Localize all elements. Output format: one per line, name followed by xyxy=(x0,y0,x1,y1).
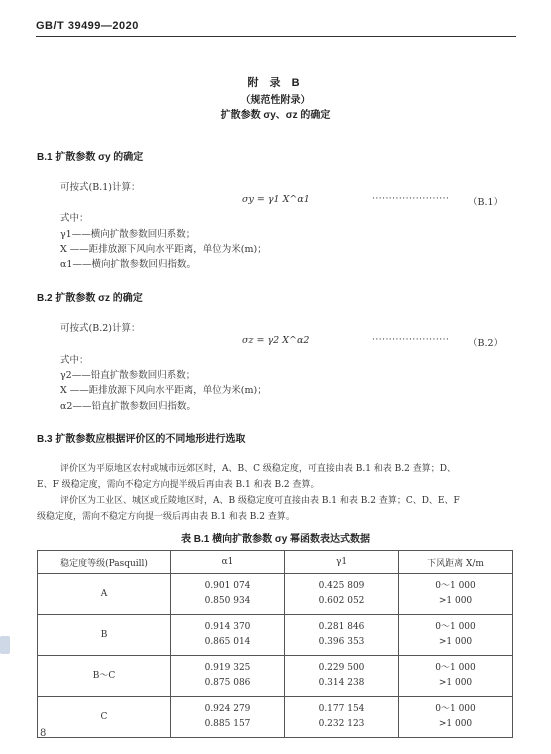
dispersion-parameter-table xyxy=(37,550,513,738)
cell-distance: 0～1 000 >1 000 xyxy=(399,656,513,697)
section-b1-def-x: X ——距排放源下风向水平距离，单位为米(m)； xyxy=(60,244,267,255)
cell-alpha: 0.914 370 0.865 014 xyxy=(171,615,285,656)
cell-grade: B xyxy=(38,615,171,656)
cell-gamma: 0.281 846 0.396 353 xyxy=(285,615,399,656)
cell-gamma: 0.425 809 0.602 052 xyxy=(285,574,399,615)
cell-alpha: 0.901 074 0.850 934 xyxy=(171,574,285,615)
section-b3-para2-line1: 评价区为工业区、城区或丘陵地区时，A、B 级稳定度可直接由表 B.1 和表 B.2 查算；C、D、E、F xyxy=(60,496,460,506)
section-b3-heading: B.3 扩散参数应根据评价区的不同地形进行选取 xyxy=(37,434,246,445)
section-b3-para1-line2: E、F 级稳定度，需向不稳定方向提半级后再由表 B.1 和表 B.2 查算。 xyxy=(37,480,320,490)
cell-alpha: 0.924 279 0.885 157 xyxy=(171,697,285,738)
appendix-title: 附 录 B xyxy=(247,77,304,89)
formula-b1-leader: ······················· xyxy=(372,194,450,204)
cell-gamma: 0.229 500 0.314 238 xyxy=(285,656,399,697)
section-b2-heading: B.2 扩散参数 σz 的确定 xyxy=(37,293,143,304)
table-caption: 表 B.1 横向扩散参数 σy 幂函数表达式数据 xyxy=(180,534,371,545)
formula-b2-number: （B.2） xyxy=(468,338,504,349)
header-alpha: α1 xyxy=(171,551,285,574)
table-header-row xyxy=(38,551,513,574)
section-b3-para1-line1: 评价区为平原地区农村或城市远郊区时，A、B、C 级稳定度，可直接由表 B.1 和表 B.2 查算；D、 xyxy=(60,464,456,474)
section-b2-def-alpha: α2——铅直扩散参数回归指数。 xyxy=(60,401,196,412)
appendix-subtitle: 扩散参数 σy、σz 的确定 xyxy=(220,110,331,121)
cell-grade: A xyxy=(38,574,171,615)
section-b2-def-x: X ——距排放源下风向水平距离，单位为米(m)； xyxy=(60,385,267,396)
section-b1-def-gamma: γ1——横向扩散参数回归系数； xyxy=(60,229,196,240)
section-b2-where: 式中： xyxy=(60,355,89,366)
cell-grade: B～C xyxy=(38,656,171,697)
section-b3-para2-line2: 级稳定度，需向不稳定方向提一级后再由表 B.1 和表 B.2 查算。 xyxy=(37,512,295,522)
cell-distance: 0～1 000 >1 000 xyxy=(399,574,513,615)
formula-b2-leader: ······················· xyxy=(372,335,450,345)
header-gamma: γ1 xyxy=(285,551,399,574)
table-row xyxy=(38,656,513,697)
header-stability-class: 稳定度等级(Pasquill) xyxy=(38,551,171,574)
formula-b1-number: （B.1） xyxy=(468,197,504,208)
section-b1-where: 式中： xyxy=(60,213,89,224)
cell-distance: 0～1 000 >1 000 xyxy=(399,615,513,656)
formula-b1: σy = γ1 X^α1 xyxy=(242,194,310,205)
section-b2-def-gamma: γ2——铅直扩散参数回归系数； xyxy=(60,370,196,381)
formula-b2: σz = γ2 X^α2 xyxy=(242,335,310,346)
table-row xyxy=(38,615,513,656)
table-row xyxy=(38,697,513,738)
page-number: 8 xyxy=(40,728,47,739)
cell-alpha: 0.919 325 0.875 086 xyxy=(171,656,285,697)
section-b1-heading: B.1 扩散参数 σy 的确定 xyxy=(37,152,144,163)
side-scan-mark xyxy=(0,636,10,654)
document-header: GB/T 39499—2020 xyxy=(36,20,516,37)
appendix-normative-label: （规范性附录） xyxy=(240,95,311,106)
header-distance: 下风距离 X/m xyxy=(399,551,513,574)
table-row xyxy=(38,574,513,615)
cell-grade: C xyxy=(38,697,171,738)
section-b1-intro: 可按式(B.1)计算： xyxy=(60,182,141,193)
section-b1-def-alpha: α1——横向扩散参数回归指数。 xyxy=(60,259,196,270)
cell-distance: 0～1 000 >1 000 xyxy=(399,697,513,738)
cell-gamma: 0.177 154 0.232 123 xyxy=(285,697,399,738)
section-b2-intro: 可按式(B.2)计算： xyxy=(60,323,141,334)
